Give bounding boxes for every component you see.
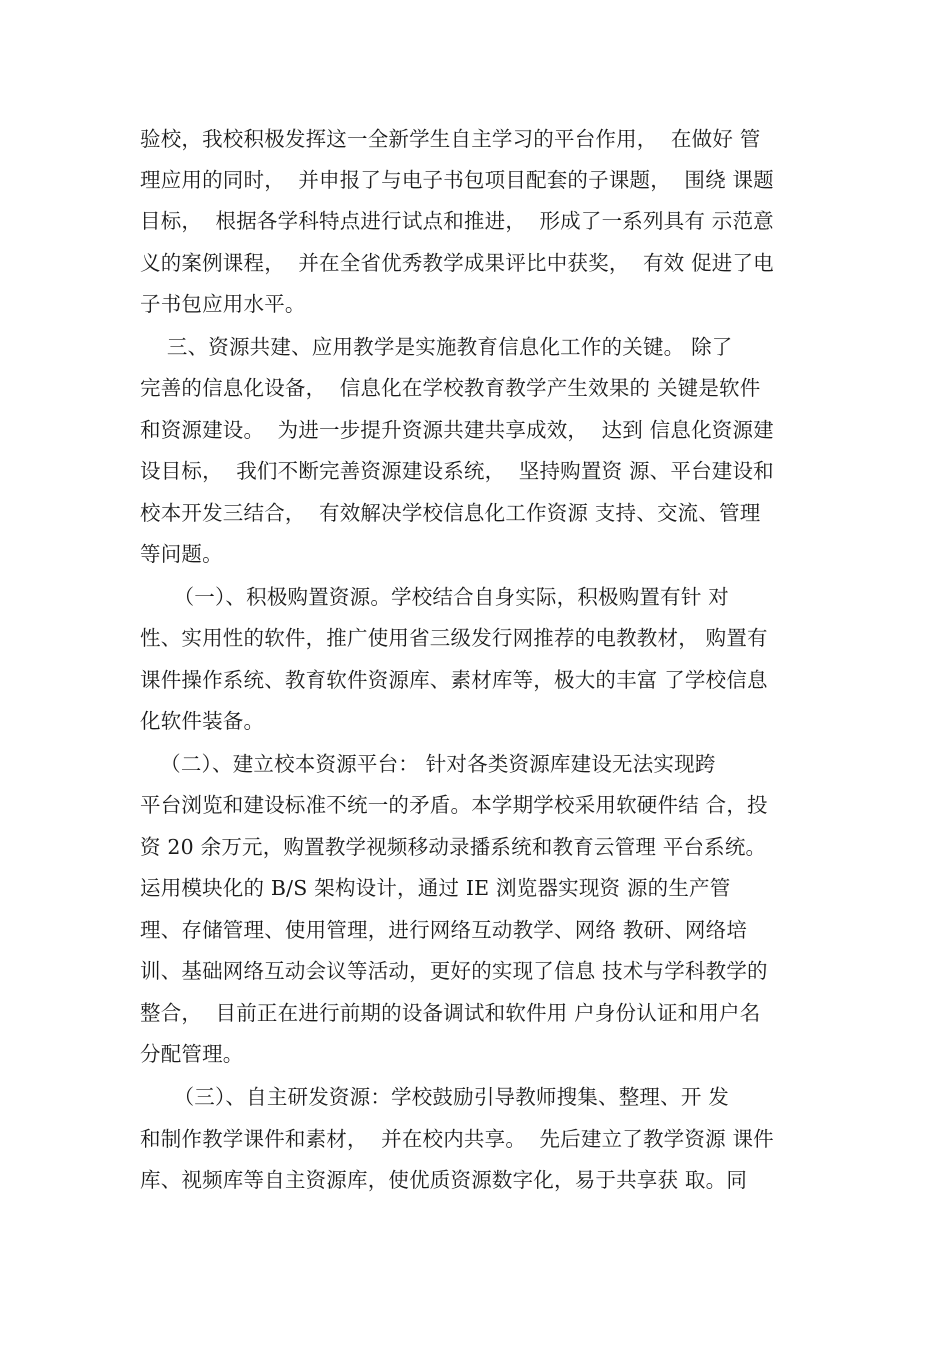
subsection-line: （一）、积极购置资源。学校结合自身实际，积极购置有针 对 (140, 585, 729, 609)
body-text-line: 子书包应用水平。 (140, 292, 306, 316)
body-text-line: 化软件装备。 (140, 709, 265, 733)
body-text-line: 等问题。 (140, 542, 223, 566)
body-text-line: 分配管理。 (140, 1042, 244, 1066)
body-text-line: 设目标， 我们不断完善资源建设系统， 坚持购置资 源、平台建设和 (140, 459, 774, 483)
body-text-line: 整合， 目前正在进行前期的设备调试和软件用 户身份认证和用户名 (140, 1001, 761, 1025)
subsection-line: （三）、自主研发资源：学校鼓励引导教师搜集、整理、开 发 (140, 1085, 729, 1109)
subsection-line: （二）、建立校本资源平台： 针对各类资源库建设无法实现跨 (140, 752, 716, 776)
body-text-line: 性、实用性的软件，推广使用省三级发行网推荐的电教教材， 购置有 (140, 626, 768, 650)
body-text-line: 训、基础网络互动会议等活动，更好的实现了信息 技术与学科教学的 (140, 959, 768, 983)
body-text-line: 和制作教学课件和素材， 并在校内共享。 先后建立了教学资源 课件 (140, 1127, 774, 1151)
body-text-line: 理应用的同时， 并申报了与电子书包项目配套的子课题， 围绕 课题 (140, 168, 774, 192)
body-text-line: 资 20 余万元，购置教学视频移动录播系统和教育云管理 平台系统。 (140, 835, 767, 859)
body-text-line: 校本开发三结合， 有效解决学校信息化工作资源 支持、交流、管理 (140, 501, 761, 525)
body-text-line: 目标， 根据各学科特点进行试点和推进， 形成了一系列具有 示范意 (140, 209, 774, 233)
body-text-line: 理、存储管理、使用管理，进行网络互动教学、网络 教研、网络培 (140, 918, 748, 942)
body-text-line: 完善的信息化设备， 信息化在学校教育教学产生效果的 关键是软件 (140, 376, 761, 400)
section-heading-line: 三、资源共建、应用教学是实施教育信息化工作的关键。 除了 (140, 335, 733, 359)
body-text-line: 验校，我校积极发挥这一全新学生自主学习的平台作用， 在做好 管 (140, 127, 761, 151)
body-text-line: 库、视频库等自主资源库，使优质资源数字化，易于共享获 取。同 (140, 1168, 748, 1192)
body-text-line: 和资源建设。 为进一步提升资源共建共享成效， 达到 信息化资源建 (140, 418, 774, 442)
body-text-line: 平台浏览和建设标准不统一的矛盾。本学期学校采用软硬件结 合，投 (140, 793, 768, 817)
body-text-line: 课件操作系统、教育软件资源库、素材库等，极大的丰富 了学校信息 (140, 668, 768, 692)
body-text-line: 运用模块化的 B/S 架构设计，通过 IE 浏览器实现资 源的生产管 (140, 876, 731, 900)
body-text-line: 义的案例课程， 并在全省优秀教学成果评比中获奖， 有效 促进了电 (140, 251, 774, 275)
